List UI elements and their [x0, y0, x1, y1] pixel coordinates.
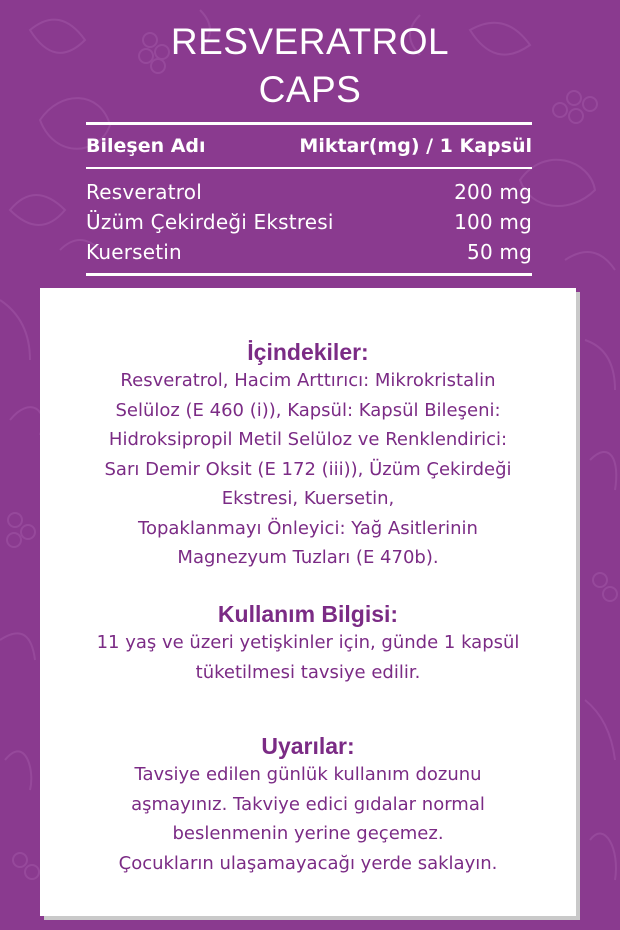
ingredients-line: Magnezyum Tuzları (E 470b). [177, 547, 439, 568]
product-title-line1: RESVERATROL [170, 21, 450, 62]
ingredients-section [40, 338, 576, 573]
usage-section [40, 600, 576, 687]
ingredients-text [40, 366, 576, 573]
usage-title: Kullanım Bilgisi: [217, 601, 399, 627]
ingredients-line: Sarı Demir Oksit (E 172 (iii)), Üzüm Çekirdeği [104, 458, 512, 480]
table-row [86, 177, 532, 207]
ingredients-line: Ekstresi, Kuersetin, [221, 488, 395, 509]
info-card [40, 288, 576, 916]
header-amount: Miktar(mg) / 1 Kapsül [299, 135, 532, 157]
warnings-line: Çocukların ulaşamayacağı yerde saklayın. [118, 852, 498, 874]
ingredients-line: Selüloz (E 460 (i)), Kapsül: Kapsül Bileşeni: [115, 399, 501, 421]
table-body [86, 169, 532, 273]
table-row [86, 237, 532, 267]
table-bottom-rule [86, 273, 532, 276]
warnings-line: aşmayınız. Takviye edici gıdalar normal [131, 793, 485, 815]
warnings-text [40, 760, 576, 878]
product-title-line2: CAPS [258, 69, 362, 110]
ingredient-amount: 50 mg [467, 240, 532, 264]
usage-line: 11 yaş ve üzeri yetişkinler için, günde 1 kapsül [96, 632, 520, 653]
ingredients-line: Topaklanmayı Önleyici: Yağ Asitlerinin [138, 517, 478, 539]
ingredient-name: Üzüm Çekirdeği Ekstresi [86, 210, 334, 234]
ingredients-title: İçindekiler: [247, 339, 369, 365]
warnings-title: Uyarılar: [261, 733, 355, 759]
table-header-row [86, 125, 532, 167]
ingredient-name: Kuersetin [86, 240, 182, 264]
ingredient-amount: 200 mg [454, 180, 532, 204]
ingredient-amount: 100 mg [454, 210, 532, 234]
ingredients-line: Hidroksipropil Metil Selüloz ve Renklendirici: [108, 429, 508, 450]
header-name: Bileşen Adı [86, 135, 206, 157]
warnings-section [40, 732, 576, 878]
table-row [86, 207, 532, 237]
warnings-line: beslenmenin yerine geçemez. [172, 823, 444, 844]
usage-text [40, 628, 576, 687]
ingredients-line: Resveratrol, Hacim Arttırıcı: Mikrokristalin [120, 370, 496, 391]
warnings-line: Tavsiye edilen günlük kullanım dozunu [134, 764, 482, 785]
usage-line: tüketilmesi tavsiye edilir. [195, 661, 421, 683]
nutrition-table [86, 122, 532, 276]
ingredient-name: Resveratrol [86, 180, 202, 204]
